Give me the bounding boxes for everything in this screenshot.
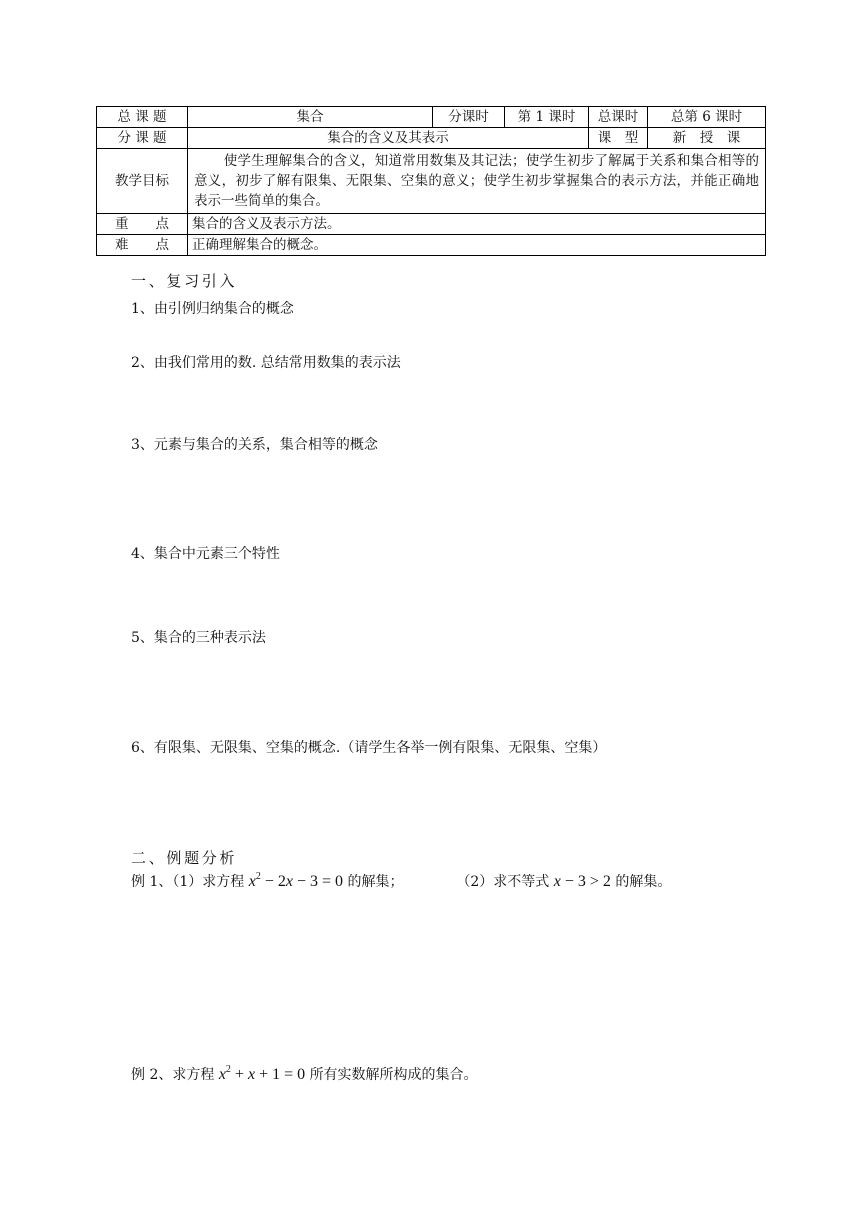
header-row-subtopic bbox=[97, 128, 766, 149]
subtopic-value: 集合的含义及其表示 bbox=[188, 128, 589, 149]
review-item-3: 3、元素与集合的关系，集合相等的概念 bbox=[131, 437, 378, 453]
review-item-2: 2、由我们常用的数. 总结常用数集的表示法 bbox=[131, 355, 401, 371]
difficulties-text: 正确理解集合的概念。 bbox=[188, 235, 766, 256]
header-row-topic bbox=[97, 107, 766, 128]
total-lessons-label: 总课时 bbox=[589, 107, 648, 128]
header-row-objectives bbox=[97, 149, 766, 214]
review-item-5: 5、集合的三种表示法 bbox=[131, 630, 266, 646]
example-1-inequality: x − 3 > 2 bbox=[553, 873, 611, 890]
example-2 bbox=[131, 1064, 478, 1084]
header-row-difficulties bbox=[97, 235, 766, 256]
total-lessons-value: 总第 6 课时 bbox=[648, 107, 766, 128]
objectives-label: 教学目标 bbox=[97, 149, 188, 214]
review-item-1: 1、由引例归纳集合的概念 bbox=[131, 301, 294, 317]
example-1-part2-prefix: （2）求不等式 bbox=[456, 874, 550, 890]
sub-lesson-label: 分课时 bbox=[433, 107, 505, 128]
lesson-type-label: 课 型 bbox=[589, 128, 648, 149]
example-1-prefix: 例 1、（1）求方程 bbox=[131, 874, 245, 890]
review-item-4: 4、集合中元素三个特性 bbox=[131, 546, 280, 562]
example-1-part2-suffix: 的解集。 bbox=[615, 874, 672, 890]
lesson-type-value: 新 授 课 bbox=[648, 128, 766, 149]
lesson-header-table bbox=[96, 106, 766, 256]
section-examples-title: 二、例题分析 bbox=[131, 849, 238, 867]
difficulties-label: 难 点 bbox=[97, 235, 188, 256]
review-item-6: 6、有限集、无限集、空集的概念.（请学生各举一例有限集、无限集、空集） bbox=[131, 740, 607, 756]
topic-label: 总 课 题 bbox=[97, 107, 188, 128]
example-1-suffix: 的解集； bbox=[347, 874, 404, 890]
example-2-equation: $x^2 + x + 1 = 0$ bbox=[218, 1064, 306, 1083]
topic-value: 集合 bbox=[188, 107, 433, 128]
key-points-label: 重 点 bbox=[97, 214, 188, 235]
section-review-title: 一、复习引入 bbox=[131, 272, 238, 290]
example-2-prefix: 例 2、求方程 bbox=[131, 1067, 215, 1083]
key-points-text: 集合的含义及表示方法。 bbox=[188, 214, 766, 235]
subtopic-label: 分 课 题 bbox=[97, 128, 188, 149]
objectives-text: 使学生理解集合的含义，知道常用数集及其记法；使学生初步了解属于关系和集合相等的意义，初步了解有限集、无限集、空集的意义；使学生初步掌握集合的表示方法，并能正确地表示一些简单的集合。 bbox=[188, 149, 766, 214]
header-row-key-points bbox=[97, 214, 766, 235]
sub-lesson-value: 第 1 课时 bbox=[505, 107, 589, 128]
example-1 bbox=[131, 871, 771, 891]
example-2-suffix: 所有实数解所构成的集合。 bbox=[309, 1067, 478, 1083]
example-1-equation: $x^2 - 2x - 3 = 0$ bbox=[248, 871, 344, 890]
